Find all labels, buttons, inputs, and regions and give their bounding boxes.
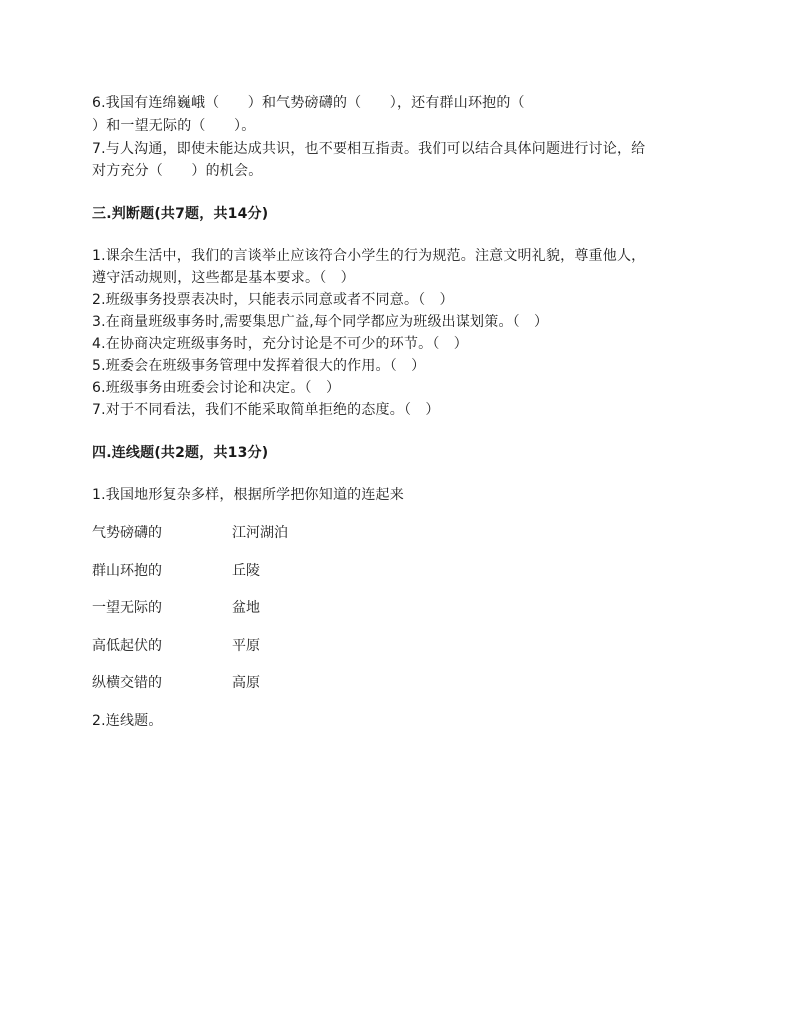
match-left-item: 群山环抱的 <box>92 563 162 579</box>
judgment-item: 5.班委会在班级事务管理中发挥着很大的作用。（ ） <box>92 358 426 374</box>
match-right-item: 高原 <box>232 675 260 691</box>
match-left-item: 一望无际的 <box>92 600 162 616</box>
match-left-item: 气势磅礴的 <box>92 525 162 541</box>
matching-question-1: 1.我国地形复杂多样，根据所学把你知道的连起来 <box>92 487 404 503</box>
section-3-heading: 三.判断题(共7题，共14分) <box>92 206 269 222</box>
fill-in-question-7-line-1: 7.与人沟通，即使未能达成共识，也不要相互指责。我们可以结合具体问题进行讨论，给 <box>92 141 646 157</box>
matching-question-2: 2.连线题。 <box>92 713 163 729</box>
fill-in-question-6-line-1: 6.我国有连绵巍峨（ ）和气势磅礴的（ ），还有群山环抱的（ <box>92 95 525 111</box>
judgment-item: 7.对于不同看法，我们不能采取简单拒绝的态度。（ ） <box>92 402 440 418</box>
fill-in-question-7-line-2: 对方充分（ ）的机会。 <box>92 163 263 179</box>
judgment-item: 1.课余生活中，我们的言谈举止应该符合小学生的行为规范。注意文明礼貌，尊重他人， <box>92 248 646 264</box>
match-left-item: 纵横交错的 <box>92 675 162 691</box>
match-left-item: 高低起伏的 <box>92 638 162 654</box>
judgment-item: 2.班级事务投票表决时，只能表示同意或者不同意。（ ） <box>92 292 454 308</box>
judgment-item: 3.在商量班级事务时,需要集思广益,每个同学都应为班级出谋划策。（ ） <box>92 314 549 330</box>
judgment-item: 4.在协商决定班级事务时，充分讨论是不可少的环节。（ ） <box>92 336 468 352</box>
judgment-item: 6.班级事务由班委会讨论和决定。（ ） <box>92 380 341 396</box>
match-right-item: 江河湖泊 <box>232 525 288 541</box>
match-right-item: 丘陵 <box>232 563 260 579</box>
match-right-item: 盆地 <box>232 600 260 616</box>
judgment-item: 遵守活动规则，这些都是基本要求。（ ） <box>92 270 355 286</box>
match-right-item: 平原 <box>232 638 260 654</box>
section-4-heading: 四.连线题(共2题，共13分) <box>92 445 269 461</box>
fill-in-question-6-line-2: ）和一望无际的（ ）。 <box>92 118 256 134</box>
